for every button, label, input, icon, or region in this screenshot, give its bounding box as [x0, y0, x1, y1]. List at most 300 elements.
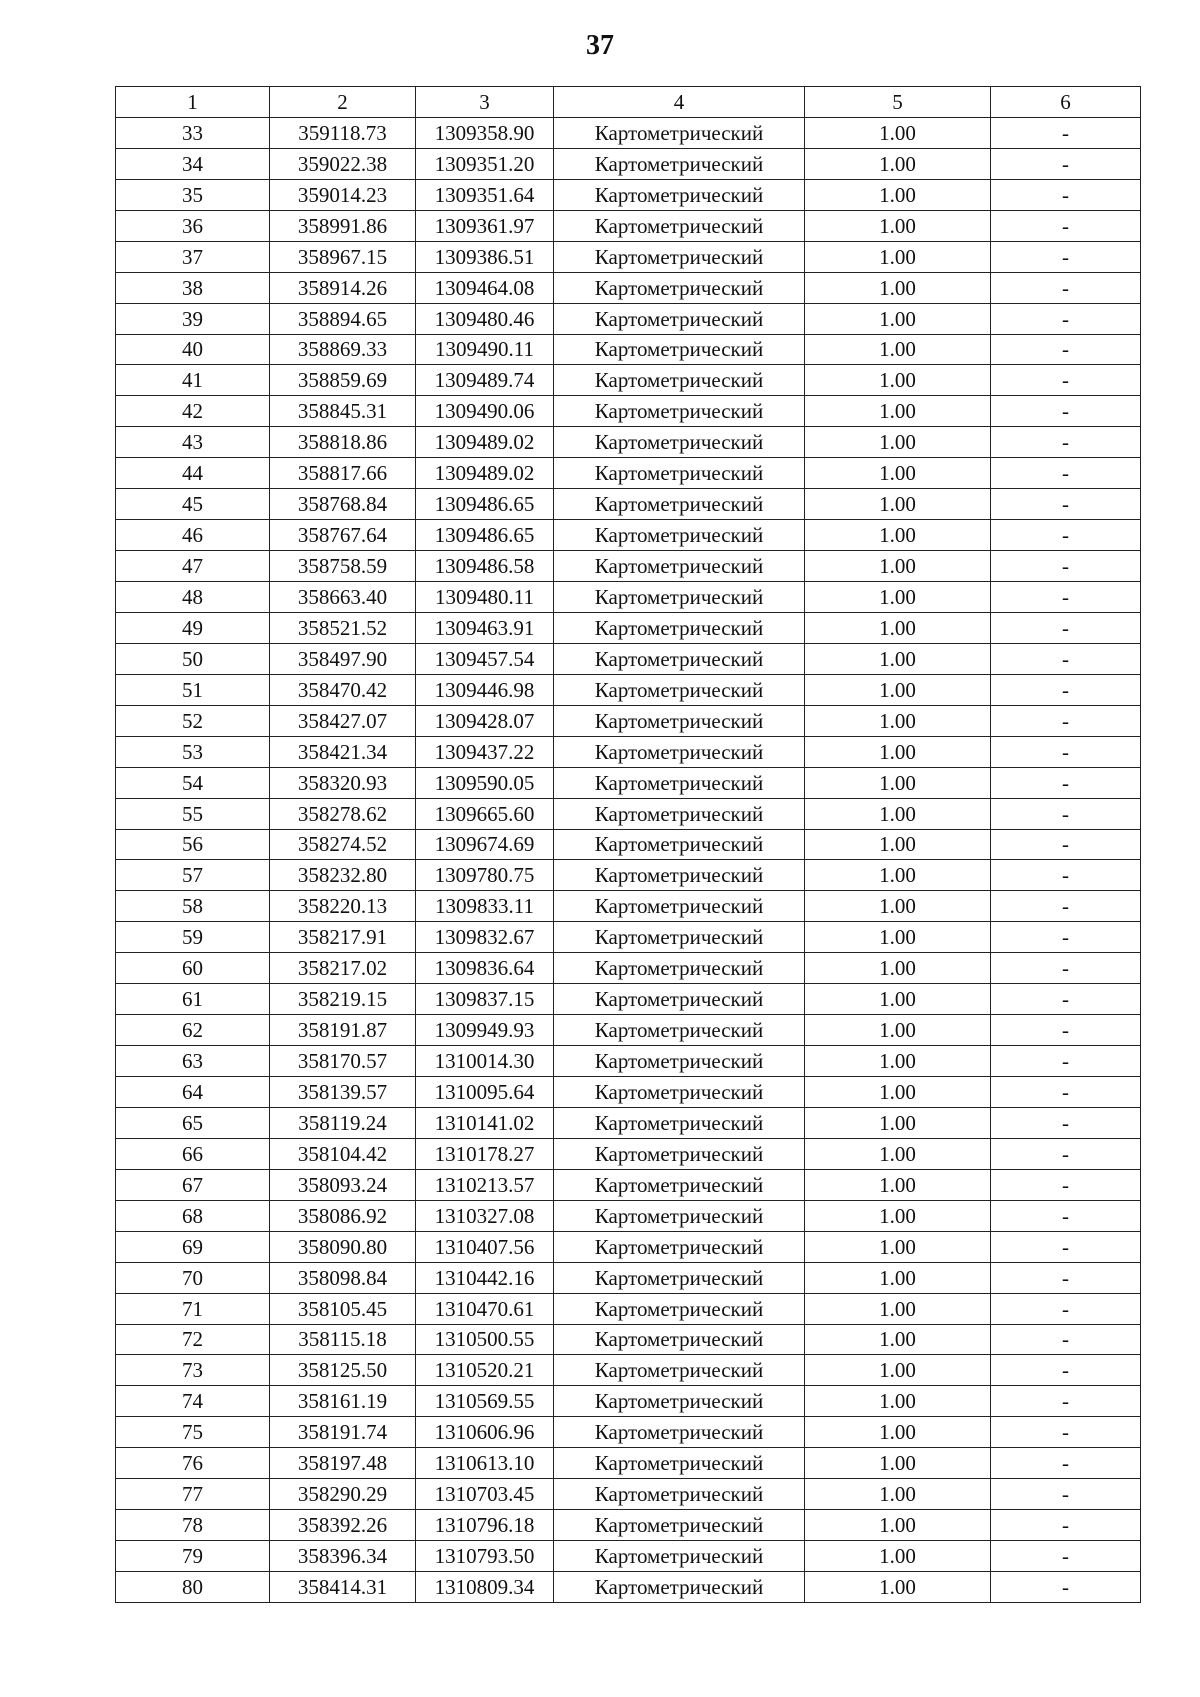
method-cell: Картометрический: [554, 984, 805, 1015]
y-coordinate-cell: 1309428.07: [416, 705, 554, 736]
x-coordinate-cell: 358894.65: [270, 303, 416, 334]
column-header: 6: [991, 87, 1141, 118]
accuracy-cell: 1.00: [805, 736, 991, 767]
description-cell: -: [991, 860, 1141, 891]
description-cell: -: [991, 1448, 1141, 1479]
point-number-cell: 39: [116, 303, 270, 334]
point-number-cell: 69: [116, 1231, 270, 1262]
x-coordinate-cell: 359118.73: [270, 117, 416, 148]
x-coordinate-cell: 358278.62: [270, 798, 416, 829]
description-cell: -: [991, 396, 1141, 427]
table-row: [116, 705, 1141, 736]
table-row: [116, 551, 1141, 582]
description-cell: -: [991, 117, 1141, 148]
x-coordinate-cell: 358161.19: [270, 1386, 416, 1417]
x-coordinate-cell: 358392.26: [270, 1510, 416, 1541]
y-coordinate-cell: 1310606.96: [416, 1417, 554, 1448]
table-row: [116, 1541, 1141, 1572]
point-number-cell: 51: [116, 674, 270, 705]
table-row: [116, 241, 1141, 272]
table-row: [116, 1015, 1141, 1046]
method-cell: Картометрический: [554, 427, 805, 458]
point-number-cell: 60: [116, 953, 270, 984]
y-coordinate-cell: 1309446.98: [416, 674, 554, 705]
description-cell: -: [991, 210, 1141, 241]
method-cell: Картометрический: [554, 674, 805, 705]
coordinates-table: [115, 86, 1141, 1603]
accuracy-cell: 1.00: [805, 489, 991, 520]
point-number-cell: 47: [116, 551, 270, 582]
method-cell: Картометрический: [554, 1138, 805, 1169]
description-cell: -: [991, 1169, 1141, 1200]
accuracy-cell: 1.00: [805, 922, 991, 953]
description-cell: -: [991, 1293, 1141, 1324]
table-row: [116, 148, 1141, 179]
point-number-cell: 44: [116, 458, 270, 489]
method-cell: Картометрический: [554, 1324, 805, 1355]
y-coordinate-cell: 1309490.11: [416, 334, 554, 365]
description-cell: -: [991, 1231, 1141, 1262]
method-cell: Картометрический: [554, 582, 805, 613]
description-cell: -: [991, 953, 1141, 984]
description-cell: -: [991, 674, 1141, 705]
point-number-cell: 37: [116, 241, 270, 272]
description-cell: -: [991, 427, 1141, 458]
x-coordinate-cell: 358191.74: [270, 1417, 416, 1448]
method-cell: Картометрический: [554, 612, 805, 643]
method-cell: Картометрический: [554, 551, 805, 582]
description-cell: -: [991, 365, 1141, 396]
table-row: [116, 303, 1141, 334]
x-coordinate-cell: 358427.07: [270, 705, 416, 736]
table-row: [116, 922, 1141, 953]
accuracy-cell: 1.00: [805, 891, 991, 922]
y-coordinate-cell: 1309464.08: [416, 272, 554, 303]
x-coordinate-cell: 358663.40: [270, 582, 416, 613]
x-coordinate-cell: 358991.86: [270, 210, 416, 241]
point-number-cell: 42: [116, 396, 270, 427]
description-cell: -: [991, 458, 1141, 489]
point-number-cell: 65: [116, 1107, 270, 1138]
method-cell: Картометрический: [554, 1046, 805, 1077]
description-cell: -: [991, 643, 1141, 674]
method-cell: Картометрический: [554, 1386, 805, 1417]
accuracy-cell: 1.00: [805, 829, 991, 860]
table-row: [116, 829, 1141, 860]
y-coordinate-cell: 1309489.02: [416, 427, 554, 458]
description-cell: -: [991, 1572, 1141, 1603]
table-row: [116, 1200, 1141, 1231]
x-coordinate-cell: 358093.24: [270, 1169, 416, 1200]
description-cell: -: [991, 148, 1141, 179]
point-number-cell: 68: [116, 1200, 270, 1231]
table-row: [116, 427, 1141, 458]
description-cell: -: [991, 736, 1141, 767]
accuracy-cell: 1.00: [805, 1107, 991, 1138]
column-header: 2: [270, 87, 416, 118]
table-row: [116, 1262, 1141, 1293]
accuracy-cell: 1.00: [805, 1138, 991, 1169]
method-cell: Картометрический: [554, 1293, 805, 1324]
description-cell: -: [991, 922, 1141, 953]
method-cell: Картометрический: [554, 1077, 805, 1108]
y-coordinate-cell: 1309437.22: [416, 736, 554, 767]
method-cell: Картометрический: [554, 1231, 805, 1262]
description-cell: -: [991, 767, 1141, 798]
table-body: [116, 117, 1141, 1602]
accuracy-cell: 1.00: [805, 1355, 991, 1386]
method-cell: Картометрический: [554, 1541, 805, 1572]
point-number-cell: 75: [116, 1417, 270, 1448]
y-coordinate-cell: 1309351.64: [416, 179, 554, 210]
column-header: 5: [805, 87, 991, 118]
description-cell: -: [991, 1138, 1141, 1169]
table-row: [116, 643, 1141, 674]
description-cell: -: [991, 1355, 1141, 1386]
method-cell: Картометрический: [554, 1417, 805, 1448]
x-coordinate-cell: 358396.34: [270, 1541, 416, 1572]
y-coordinate-cell: 1309780.75: [416, 860, 554, 891]
method-cell: Картометрический: [554, 520, 805, 551]
description-cell: -: [991, 984, 1141, 1015]
y-coordinate-cell: 1309674.69: [416, 829, 554, 860]
table-row: [116, 860, 1141, 891]
accuracy-cell: 1.00: [805, 1324, 991, 1355]
table-row: [116, 1417, 1141, 1448]
accuracy-cell: 1.00: [805, 1479, 991, 1510]
y-coordinate-cell: 1310703.45: [416, 1479, 554, 1510]
description-cell: -: [991, 334, 1141, 365]
accuracy-cell: 1.00: [805, 365, 991, 396]
table-row: [116, 117, 1141, 148]
point-number-cell: 52: [116, 705, 270, 736]
column-header: 3: [416, 87, 554, 118]
x-coordinate-cell: 358869.33: [270, 334, 416, 365]
y-coordinate-cell: 1309486.58: [416, 551, 554, 582]
accuracy-cell: 1.00: [805, 1262, 991, 1293]
accuracy-cell: 1.00: [805, 148, 991, 179]
description-cell: -: [991, 1107, 1141, 1138]
point-number-cell: 56: [116, 829, 270, 860]
x-coordinate-cell: 358817.66: [270, 458, 416, 489]
y-coordinate-cell: 1310470.61: [416, 1293, 554, 1324]
accuracy-cell: 1.00: [805, 1077, 991, 1108]
table-row: [116, 953, 1141, 984]
accuracy-cell: 1.00: [805, 1046, 991, 1077]
method-cell: Картометрический: [554, 1169, 805, 1200]
method-cell: Картометрический: [554, 365, 805, 396]
table-row: [116, 1138, 1141, 1169]
description-cell: -: [991, 179, 1141, 210]
description-cell: -: [991, 582, 1141, 613]
method-cell: Картометрический: [554, 1262, 805, 1293]
y-coordinate-cell: 1309351.20: [416, 148, 554, 179]
x-coordinate-cell: 358220.13: [270, 891, 416, 922]
page-number: 37: [586, 30, 614, 61]
x-coordinate-cell: 358521.52: [270, 612, 416, 643]
table-row: [116, 1572, 1141, 1603]
y-coordinate-cell: 1310141.02: [416, 1107, 554, 1138]
point-number-cell: 50: [116, 643, 270, 674]
x-coordinate-cell: 358104.42: [270, 1138, 416, 1169]
accuracy-cell: 1.00: [805, 953, 991, 984]
y-coordinate-cell: 1309837.15: [416, 984, 554, 1015]
method-cell: Картометрический: [554, 148, 805, 179]
point-number-cell: 77: [116, 1479, 270, 1510]
y-coordinate-cell: 1310407.56: [416, 1231, 554, 1262]
description-cell: -: [991, 612, 1141, 643]
description-cell: -: [991, 272, 1141, 303]
table-row: [116, 891, 1141, 922]
table-row: [116, 582, 1141, 613]
method-cell: Картометрический: [554, 241, 805, 272]
point-number-cell: 72: [116, 1324, 270, 1355]
description-cell: -: [991, 1479, 1141, 1510]
description-cell: -: [991, 551, 1141, 582]
point-number-cell: 49: [116, 612, 270, 643]
table-row: [116, 1107, 1141, 1138]
x-coordinate-cell: 358967.15: [270, 241, 416, 272]
y-coordinate-cell: 1309480.11: [416, 582, 554, 613]
accuracy-cell: 1.00: [805, 767, 991, 798]
accuracy-cell: 1.00: [805, 984, 991, 1015]
method-cell: Картометрический: [554, 272, 805, 303]
accuracy-cell: 1.00: [805, 1386, 991, 1417]
y-coordinate-cell: 1309949.93: [416, 1015, 554, 1046]
table-row: [116, 1046, 1141, 1077]
accuracy-cell: 1.00: [805, 798, 991, 829]
method-cell: Картометрический: [554, 953, 805, 984]
description-cell: -: [991, 1417, 1141, 1448]
accuracy-cell: 1.00: [805, 396, 991, 427]
point-number-cell: 58: [116, 891, 270, 922]
method-cell: Картометрический: [554, 334, 805, 365]
table-row: [116, 736, 1141, 767]
accuracy-cell: 1.00: [805, 1231, 991, 1262]
x-coordinate-cell: 358170.57: [270, 1046, 416, 1077]
method-cell: Картометрический: [554, 1572, 805, 1603]
accuracy-cell: 1.00: [805, 674, 991, 705]
y-coordinate-cell: 1309590.05: [416, 767, 554, 798]
accuracy-cell: 1.00: [805, 582, 991, 613]
description-cell: -: [991, 798, 1141, 829]
x-coordinate-cell: 358119.24: [270, 1107, 416, 1138]
x-coordinate-cell: 358125.50: [270, 1355, 416, 1386]
description-cell: -: [991, 1046, 1141, 1077]
table-row: [116, 334, 1141, 365]
method-cell: Картометрический: [554, 303, 805, 334]
accuracy-cell: 1.00: [805, 334, 991, 365]
description-cell: -: [991, 1077, 1141, 1108]
x-coordinate-cell: 358768.84: [270, 489, 416, 520]
x-coordinate-cell: 358115.18: [270, 1324, 416, 1355]
description-cell: -: [991, 1200, 1141, 1231]
accuracy-cell: 1.00: [805, 612, 991, 643]
description-cell: -: [991, 1015, 1141, 1046]
x-coordinate-cell: 358414.31: [270, 1572, 416, 1603]
accuracy-cell: 1.00: [805, 1510, 991, 1541]
y-coordinate-cell: 1309836.64: [416, 953, 554, 984]
x-coordinate-cell: 358098.84: [270, 1262, 416, 1293]
y-coordinate-cell: 1309489.02: [416, 458, 554, 489]
point-number-cell: 64: [116, 1077, 270, 1108]
method-cell: Картометрический: [554, 1107, 805, 1138]
x-coordinate-cell: 359022.38: [270, 148, 416, 179]
method-cell: Картометрический: [554, 489, 805, 520]
point-number-cell: 59: [116, 922, 270, 953]
point-number-cell: 57: [116, 860, 270, 891]
description-cell: -: [991, 1324, 1141, 1355]
y-coordinate-cell: 1310178.27: [416, 1138, 554, 1169]
accuracy-cell: 1.00: [805, 241, 991, 272]
method-cell: Картометрический: [554, 705, 805, 736]
x-coordinate-cell: 358139.57: [270, 1077, 416, 1108]
description-cell: -: [991, 891, 1141, 922]
method-cell: Картометрический: [554, 767, 805, 798]
point-number-cell: 36: [116, 210, 270, 241]
accuracy-cell: 1.00: [805, 551, 991, 582]
table-row: [116, 396, 1141, 427]
description-cell: -: [991, 1262, 1141, 1293]
x-coordinate-cell: 358232.80: [270, 860, 416, 891]
table-row: [116, 1448, 1141, 1479]
y-coordinate-cell: 1309489.74: [416, 365, 554, 396]
point-number-cell: 63: [116, 1046, 270, 1077]
accuracy-cell: 1.00: [805, 210, 991, 241]
point-number-cell: 54: [116, 767, 270, 798]
point-number-cell: 73: [116, 1355, 270, 1386]
description-cell: -: [991, 829, 1141, 860]
y-coordinate-cell: 1309480.46: [416, 303, 554, 334]
table-row: [116, 984, 1141, 1015]
method-cell: Картометрический: [554, 117, 805, 148]
accuracy-cell: 1.00: [805, 643, 991, 674]
y-coordinate-cell: 1309457.54: [416, 643, 554, 674]
x-coordinate-cell: 358859.69: [270, 365, 416, 396]
x-coordinate-cell: 358219.15: [270, 984, 416, 1015]
x-coordinate-cell: 359014.23: [270, 179, 416, 210]
y-coordinate-cell: 1309486.65: [416, 520, 554, 551]
y-coordinate-cell: 1309463.91: [416, 612, 554, 643]
description-cell: -: [991, 303, 1141, 334]
y-coordinate-cell: 1310327.08: [416, 1200, 554, 1231]
point-number-cell: 33: [116, 117, 270, 148]
x-coordinate-cell: 358758.59: [270, 551, 416, 582]
y-coordinate-cell: 1310500.55: [416, 1324, 554, 1355]
column-header: 4: [554, 87, 805, 118]
table-row: [116, 1293, 1141, 1324]
y-coordinate-cell: 1310569.55: [416, 1386, 554, 1417]
y-coordinate-cell: 1309833.11: [416, 891, 554, 922]
accuracy-cell: 1.00: [805, 1015, 991, 1046]
x-coordinate-cell: 358818.86: [270, 427, 416, 458]
point-number-cell: 45: [116, 489, 270, 520]
x-coordinate-cell: 358197.48: [270, 1448, 416, 1479]
accuracy-cell: 1.00: [805, 1572, 991, 1603]
description-cell: -: [991, 241, 1141, 272]
method-cell: Картометрический: [554, 396, 805, 427]
point-number-cell: 35: [116, 179, 270, 210]
accuracy-cell: 1.00: [805, 1541, 991, 1572]
table-row: [116, 272, 1141, 303]
method-cell: Картометрический: [554, 798, 805, 829]
y-coordinate-cell: 1309665.60: [416, 798, 554, 829]
point-number-cell: 48: [116, 582, 270, 613]
table-row: [116, 1231, 1141, 1262]
y-coordinate-cell: 1309361.97: [416, 210, 554, 241]
accuracy-cell: 1.00: [805, 860, 991, 891]
point-number-cell: 40: [116, 334, 270, 365]
x-coordinate-cell: 358274.52: [270, 829, 416, 860]
accuracy-cell: 1.00: [805, 303, 991, 334]
table-row: [116, 1479, 1141, 1510]
method-cell: Картометрический: [554, 891, 805, 922]
x-coordinate-cell: 358290.29: [270, 1479, 416, 1510]
accuracy-cell: 1.00: [805, 520, 991, 551]
point-number-cell: 71: [116, 1293, 270, 1324]
accuracy-cell: 1.00: [805, 1169, 991, 1200]
y-coordinate-cell: 1310793.50: [416, 1541, 554, 1572]
method-cell: Картометрический: [554, 736, 805, 767]
method-cell: Картометрический: [554, 1015, 805, 1046]
x-coordinate-cell: 358421.34: [270, 736, 416, 767]
y-coordinate-cell: 1310442.16: [416, 1262, 554, 1293]
table-row: [116, 1386, 1141, 1417]
x-coordinate-cell: 358767.64: [270, 520, 416, 551]
table-row: [116, 1077, 1141, 1108]
method-cell: Картометрический: [554, 922, 805, 953]
accuracy-cell: 1.00: [805, 179, 991, 210]
y-coordinate-cell: 1310809.34: [416, 1572, 554, 1603]
x-coordinate-cell: 358086.92: [270, 1200, 416, 1231]
accuracy-cell: 1.00: [805, 705, 991, 736]
point-number-cell: 70: [116, 1262, 270, 1293]
x-coordinate-cell: 358497.90: [270, 643, 416, 674]
accuracy-cell: 1.00: [805, 117, 991, 148]
table-row: [116, 210, 1141, 241]
x-coordinate-cell: 358105.45: [270, 1293, 416, 1324]
table-row: [116, 365, 1141, 396]
point-number-cell: 43: [116, 427, 270, 458]
table-row: [116, 1355, 1141, 1386]
method-cell: Картометрический: [554, 210, 805, 241]
y-coordinate-cell: 1310014.30: [416, 1046, 554, 1077]
accuracy-cell: 1.00: [805, 458, 991, 489]
y-coordinate-cell: 1309490.06: [416, 396, 554, 427]
method-cell: Картометрический: [554, 1200, 805, 1231]
point-number-cell: 78: [116, 1510, 270, 1541]
accuracy-cell: 1.00: [805, 1293, 991, 1324]
table-row: [116, 674, 1141, 705]
point-number-cell: 55: [116, 798, 270, 829]
method-cell: Картометрический: [554, 643, 805, 674]
description-cell: -: [991, 1541, 1141, 1572]
x-coordinate-cell: 358191.87: [270, 1015, 416, 1046]
x-coordinate-cell: 358217.02: [270, 953, 416, 984]
x-coordinate-cell: 358217.91: [270, 922, 416, 953]
description-cell: -: [991, 489, 1141, 520]
point-number-cell: 76: [116, 1448, 270, 1479]
table-row: [116, 179, 1141, 210]
description-cell: -: [991, 520, 1141, 551]
table-row: [116, 458, 1141, 489]
method-cell: Картометрический: [554, 458, 805, 489]
point-number-cell: 79: [116, 1541, 270, 1572]
table-row: [116, 798, 1141, 829]
accuracy-cell: 1.00: [805, 272, 991, 303]
method-cell: Картометрический: [554, 829, 805, 860]
table-row: [116, 489, 1141, 520]
